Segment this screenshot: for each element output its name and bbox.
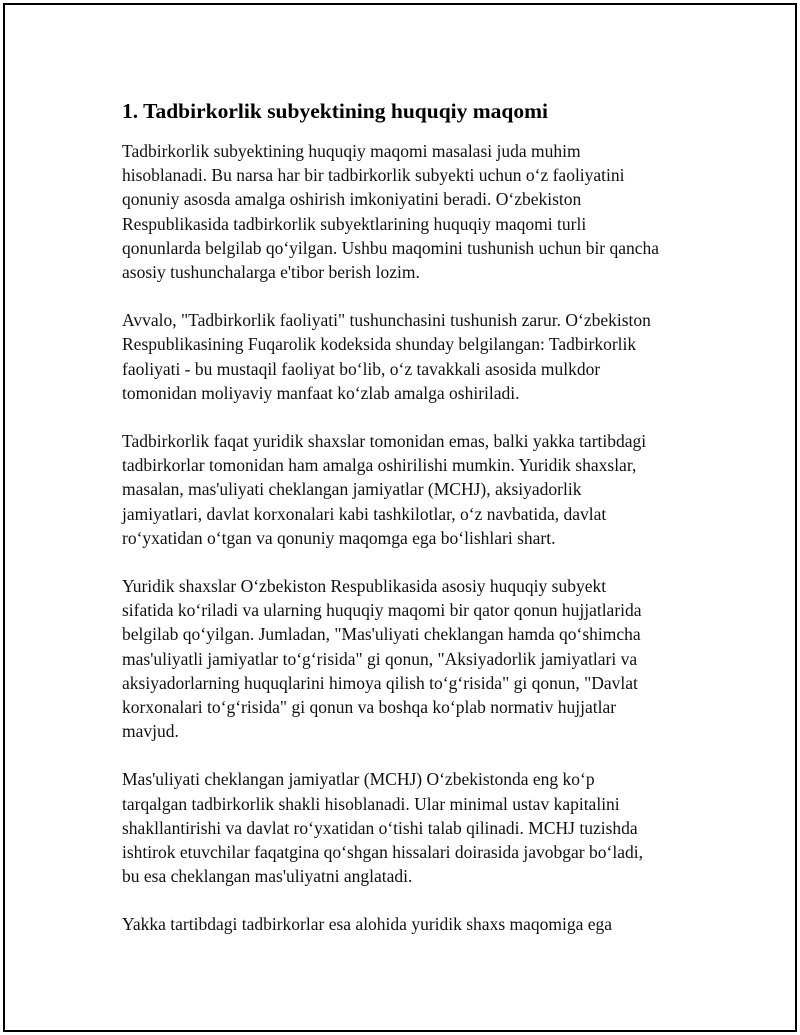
text-line: Respublikasida tadbirkorlik subyektlarining huquqiy maqomi turli [122, 213, 587, 234]
text-line: shakllantirishi va davlat ro‘yxatidan o‘tishi talab qilinadi. MCHJ tuzishda [122, 817, 638, 838]
text-line: Yuridik shaxslar O‘zbekiston Respublikasida asosiy huquqiy subyekt [122, 576, 607, 597]
text-line: tadbirkorlar tomonidan ham amalga oshirilishi mumkin. Yuridik shaxslar, [122, 455, 637, 476]
text-line: asosiy tushunchalarga e'tibor berish lozim. [122, 262, 420, 283]
paragraph-5 [122, 767, 688, 888]
text-line: korxonalari to‘g‘risida" gi qonun va boshqa ko‘plab normativ hujjatlar [122, 697, 617, 718]
text-line: Tadbirkorlik faqat yuridik shaxslar tomonidan emas, balki yakka tartibdagi [122, 431, 647, 452]
text-line: Yakka tartibdagi tadbirkorlar esa alohida yuridik shaxs maqomiga ega [122, 914, 613, 935]
text-line: belgilab qo‘yilgan. Jumladan, "Mas'uliyati cheklangan hamda qo‘shimcha [122, 624, 641, 645]
text-line: masalan, mas'uliyati cheklangan jamiyatlar (MCHJ), aksiyadorlik [122, 479, 582, 500]
section-heading: 1. Tadbirkorlik subyektining huquqiy maqomi [122, 99, 549, 123]
page-frame [3, 3, 797, 1032]
paragraph-4 [122, 574, 688, 743]
text-line: mas'uliyatli jamiyatlar to‘g‘risida" gi qonun, "Aksiyadorlik jamiyatlari va [122, 648, 638, 669]
text-line: tomonidan moliyaviy manfaat ko‘zlab amalga oshiriladi. [122, 382, 520, 403]
document-body [122, 97, 688, 961]
text-line: Avvalo, "Tadbirkorlik faoliyati" tushunchasini tushunish zarur. O‘zbekiston [122, 310, 651, 331]
text-line: jamiyatlari, davlat korxonalari kabi tashkilotlar, o‘z navbatida, davlat [122, 503, 607, 524]
text-line: ishtirok etuvchilar faqatgina qo‘shgan hissalari doirasida javobgar bo‘ladi, [122, 842, 643, 863]
paragraph-2 [122, 308, 688, 405]
paragraph-3 [122, 429, 688, 550]
text-line: sifatida ko‘riladi va ularning huquqiy maqomi bir qator qonun hujjatlarida [122, 600, 642, 621]
text-line: Mas'uliyati cheklangan jamiyatlar (MCHJ) O‘zbekistonda eng ko‘p [122, 769, 595, 790]
text-line: tarqalgan tadbirkorlik shakli hisoblanadi. Ular minimal ustav kapitalini [122, 793, 620, 814]
text-line: hisoblanadi. Bu narsa har bir tadbirkorlik subyekti uchun o‘z faoliyatini [122, 165, 625, 186]
text-line: Tadbirkorlik subyektining huquqiy maqomi masalasi juda muhim [122, 141, 581, 161]
text-line: qonuniy asosda amalga oshirish imkoniyatini beradi. O‘zbekiston [122, 189, 582, 210]
text-line: Respublikasining Fuqarolik kodeksida shunday belgilangan: Tadbirkorlik [122, 334, 637, 355]
text-line: faoliyati - bu mustaqil faoliyat bo‘lib, o‘z tavakkali asosida mulkdor [122, 358, 601, 379]
paragraph-6 [122, 912, 688, 936]
text-line: mavjud. [122, 721, 179, 742]
text-line: ro‘yxatidan o‘tgan va qonuniy maqomga ega bo‘lishlari shart. [122, 527, 556, 548]
text-line: qonunlarda belgilab qo‘yilgan. Ushbu maqomini tushunish uchun bir qancha [122, 237, 660, 258]
paragraph-1 [122, 139, 688, 284]
text-line: bu esa cheklangan mas'uliyatni anglatadi. [122, 866, 413, 887]
text-line: aksiyadorlarning huquqlarini himoya qilish to‘g‘risida" gi qonun, "Davlat [122, 672, 638, 693]
